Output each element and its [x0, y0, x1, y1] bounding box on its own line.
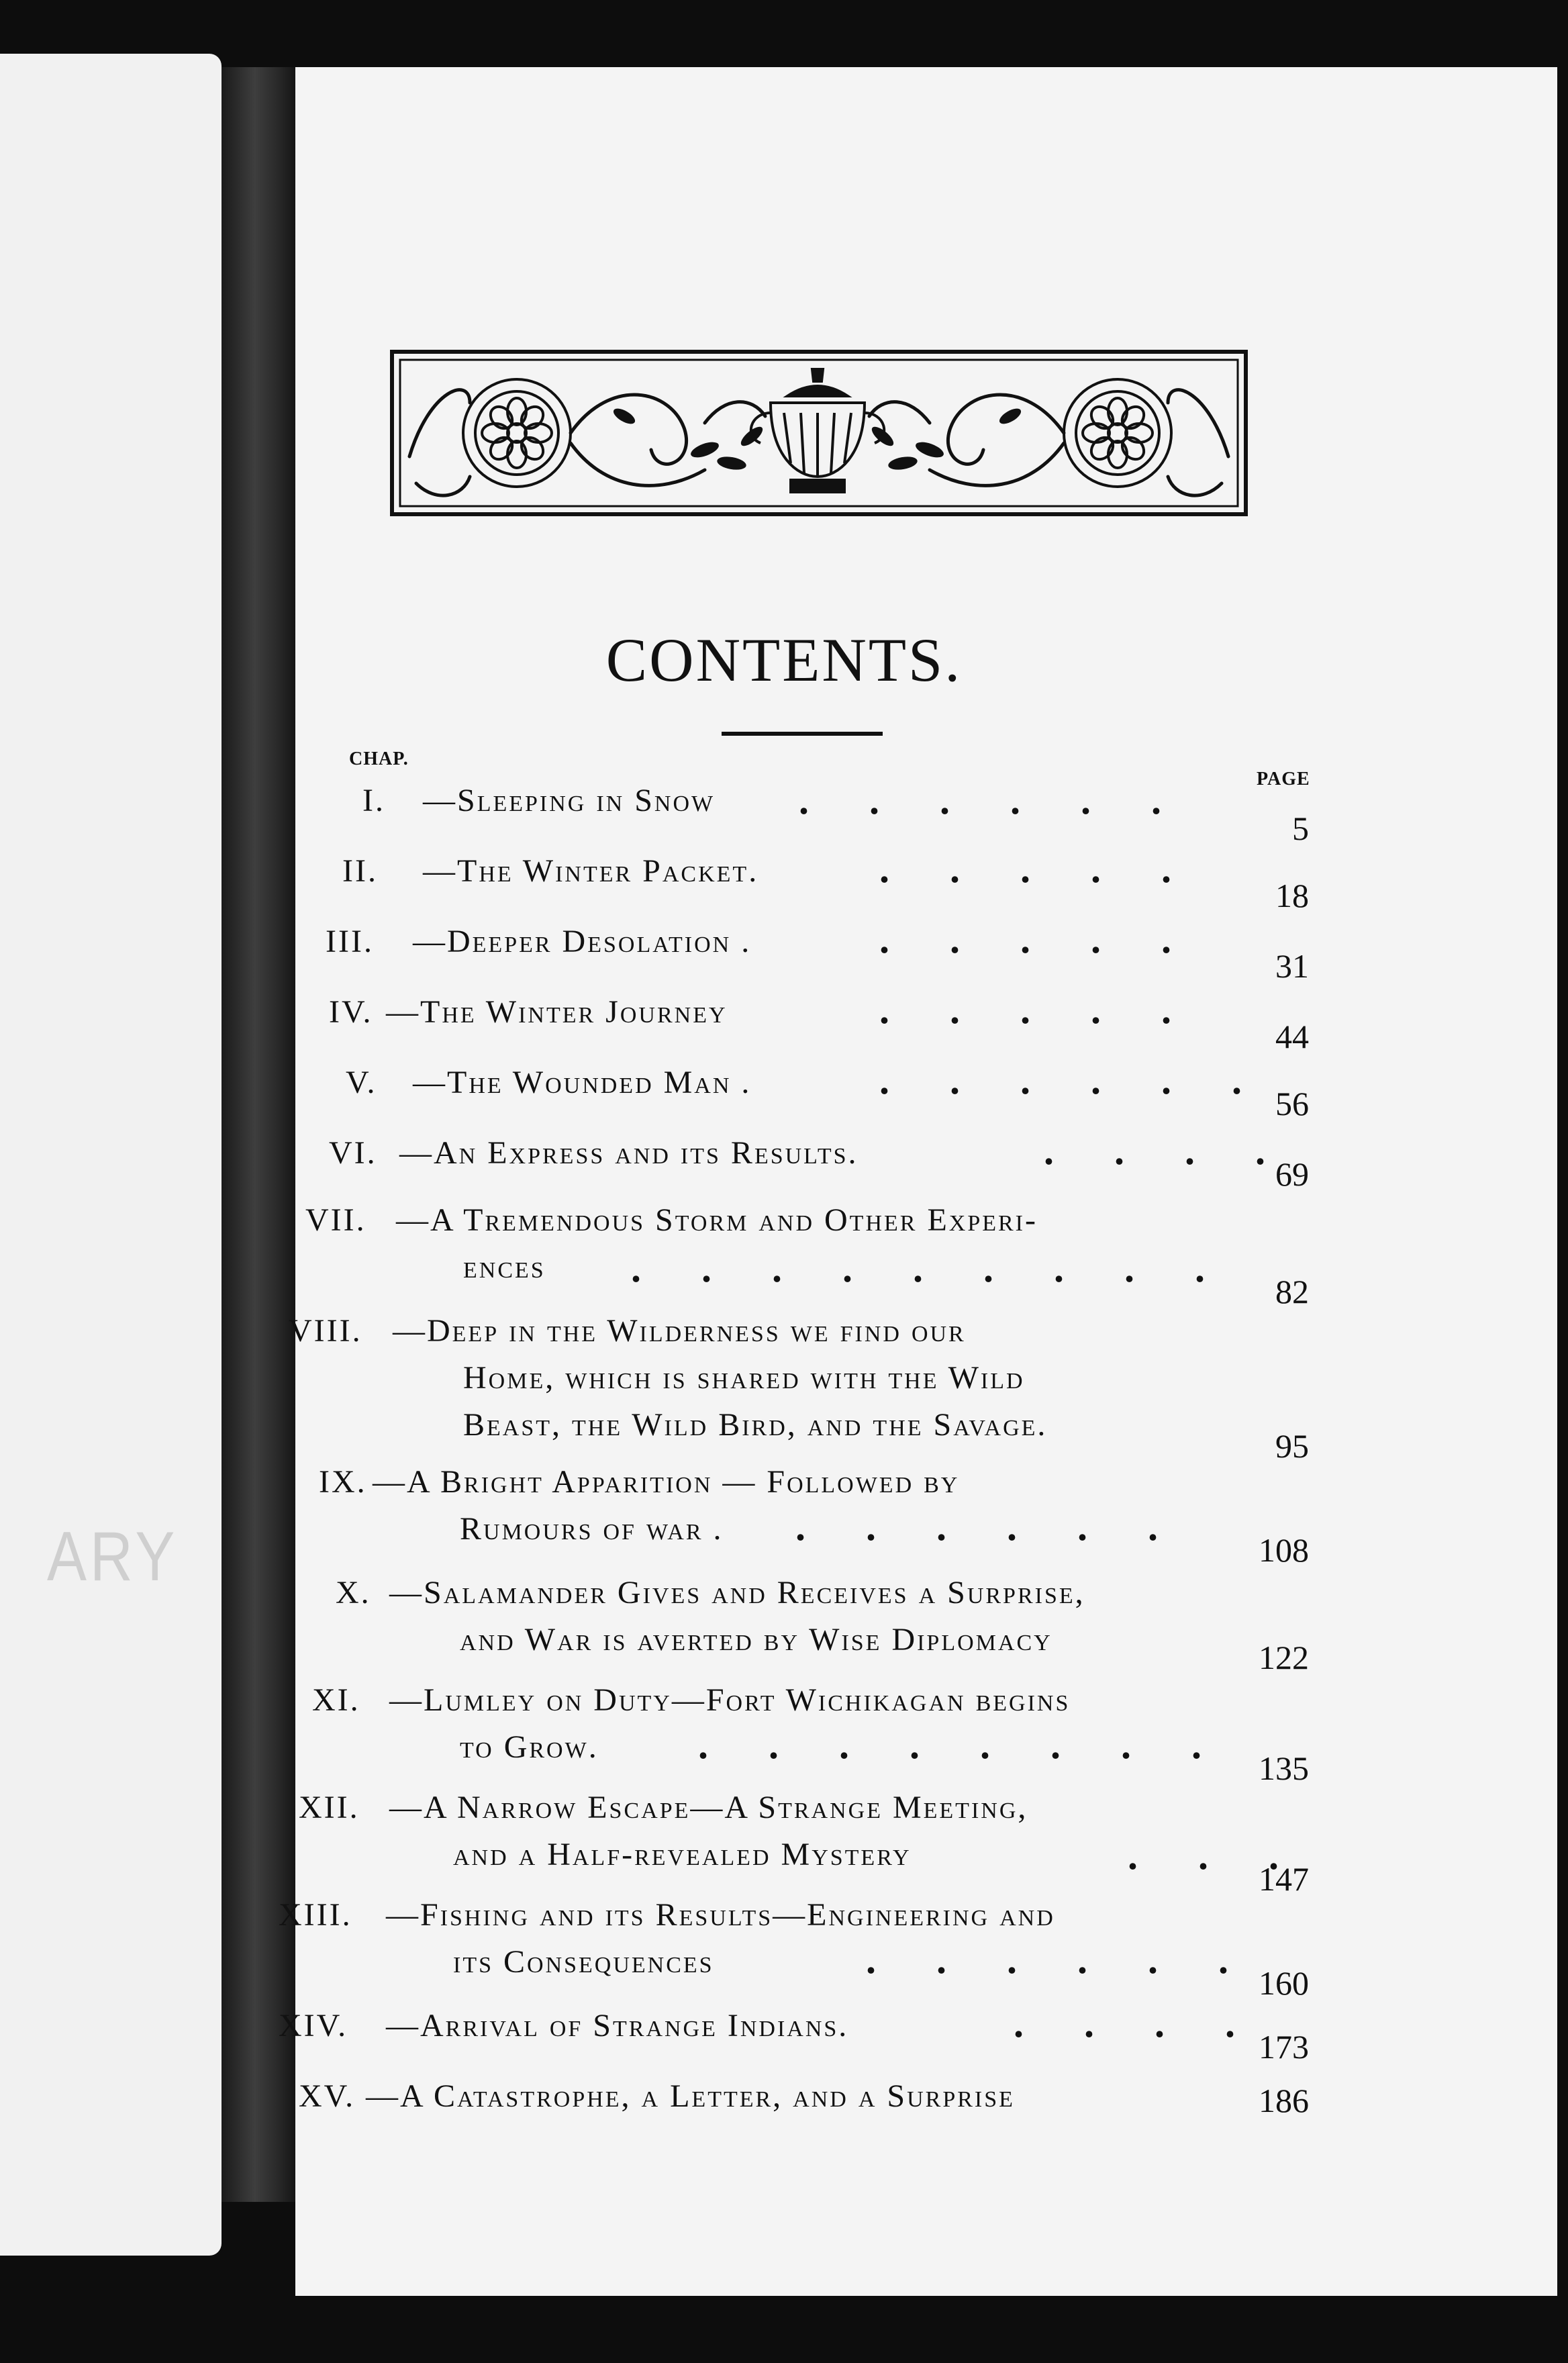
chapter-title-line: and War is averted by Wise Diplomacy: [460, 1622, 1052, 1657]
chapter-title-line: —A Catastrophe, a Letter, and a Surprise: [366, 2078, 1015, 2114]
chapter-title-line: —Arrival of Strange Indians.: [386, 2008, 849, 2043]
chapter-title-line: and a Half-revealed Mystery: [453, 1837, 912, 1872]
leader-dots: . . . . .: [879, 917, 1171, 961]
page-number: 31: [1275, 947, 1309, 985]
chapter-title-line: —A Tremendous Storm and Other Experi-: [396, 1202, 1038, 1238]
chapter-number: II.: [342, 853, 378, 889]
chapter-number: XV.: [299, 2078, 356, 2114]
page-number: 147: [1259, 1860, 1309, 1898]
chapter-title-line: —A Narrow Escape—A Strange Meeting,: [389, 1790, 1028, 1825]
leader-dots: . . . . . .: [879, 1058, 1242, 1102]
chapter-title-line: —Deep in the Wilderness we find our: [393, 1313, 966, 1349]
chapter-number: XIII.: [279, 1897, 352, 1933]
title-underline-rule: [722, 732, 883, 736]
chapter-number: VIII.: [289, 1313, 362, 1349]
page-number: 95: [1275, 1427, 1309, 1465]
leader-dots: . . . .: [1014, 2001, 1235, 2045]
chapter-title-line: —The Winter Packet.: [423, 853, 759, 889]
page-number: 5: [1292, 810, 1309, 847]
chapter-title-line: Beast, the Wild Bird, and the Savage.: [463, 1407, 1048, 1443]
chapter-title-line: to Grow.: [460, 1729, 599, 1765]
page-number: 122: [1259, 1639, 1309, 1676]
leader-dots: . . . . .: [879, 987, 1171, 1032]
chapter-title-line: —Lumley on Duty—Fort Wichikagan begins: [389, 1682, 1071, 1718]
chapter-title-line: —Fishing and its Results—Engineering and: [386, 1897, 1055, 1933]
decorative-headpiece-ornament: [389, 349, 1248, 517]
chapter-title-line: —The Wounded Man .: [413, 1065, 752, 1100]
chapter-title-line: —A Bright Apparition — Followed by: [373, 1464, 960, 1500]
facing-page: [0, 54, 222, 2256]
chap-column-header: CHAP.: [349, 749, 409, 769]
chapter-number: III.: [326, 924, 374, 959]
chapter-title-line: Home, which is shared with the Wild: [463, 1360, 1025, 1396]
page-number: 82: [1275, 1273, 1309, 1310]
page-column-header: PAGE: [1257, 769, 1310, 789]
chapter-title-line: —Salamander Gives and Receives a Surprise,: [389, 1575, 1085, 1610]
leader-dots: . . . . . .: [795, 1504, 1158, 1549]
chapter-title-line: —An Express and its Results.: [399, 1135, 859, 1171]
leader-dots: . . . . .: [879, 847, 1171, 891]
book-gutter: [222, 67, 295, 2202]
leader-dots: . . . . . .: [799, 778, 1161, 822]
leader-dots: . . . . . . . . .: [631, 1246, 1205, 1290]
chapter-number: I.: [362, 783, 385, 818]
leader-dots: . . . . . .: [866, 1937, 1228, 1982]
chapter-number: XII.: [299, 1790, 360, 1825]
chapter-number: IV.: [329, 994, 373, 1030]
chapter-title-line: —The Winter Journey: [386, 994, 728, 1030]
page-number: 18: [1275, 877, 1309, 914]
chapter-number: XI.: [312, 1682, 360, 1718]
chapter-title-line: ences: [463, 1249, 546, 1285]
chapter-title-line: —Deeper Desolation .: [413, 924, 752, 959]
leader-dots: . . . .: [1044, 1128, 1265, 1173]
page-number: 135: [1259, 1749, 1309, 1787]
page-title: CONTENTS.: [605, 626, 963, 694]
page-number: 160: [1259, 1964, 1309, 2002]
chapter-title-line: Rumours of war .: [460, 1511, 724, 1547]
library-stamp: ARY: [47, 1518, 179, 1596]
chapter-number: VI.: [329, 1135, 377, 1171]
chapter-title-line: its Consequences: [453, 1944, 714, 1980]
chapter-number: IX.: [319, 1464, 367, 1500]
page-number: 69: [1275, 1155, 1309, 1193]
page-number: 186: [1259, 2082, 1309, 2119]
chapter-number: XIV.: [279, 2008, 348, 2043]
page-number: 108: [1259, 1531, 1309, 1569]
page-number: 56: [1275, 1085, 1309, 1122]
page-number: 173: [1259, 2028, 1309, 2066]
chapter-title-line: —Sleeping in Snow: [423, 783, 716, 818]
page-number: 44: [1275, 1018, 1309, 1055]
chapter-number: X.: [336, 1575, 371, 1610]
chapter-number: V.: [346, 1065, 377, 1100]
leader-dots: . . .: [1128, 1833, 1279, 1878]
chapter-number: VII.: [305, 1202, 366, 1238]
leader-dots: . . . . . . . .: [698, 1723, 1202, 1767]
